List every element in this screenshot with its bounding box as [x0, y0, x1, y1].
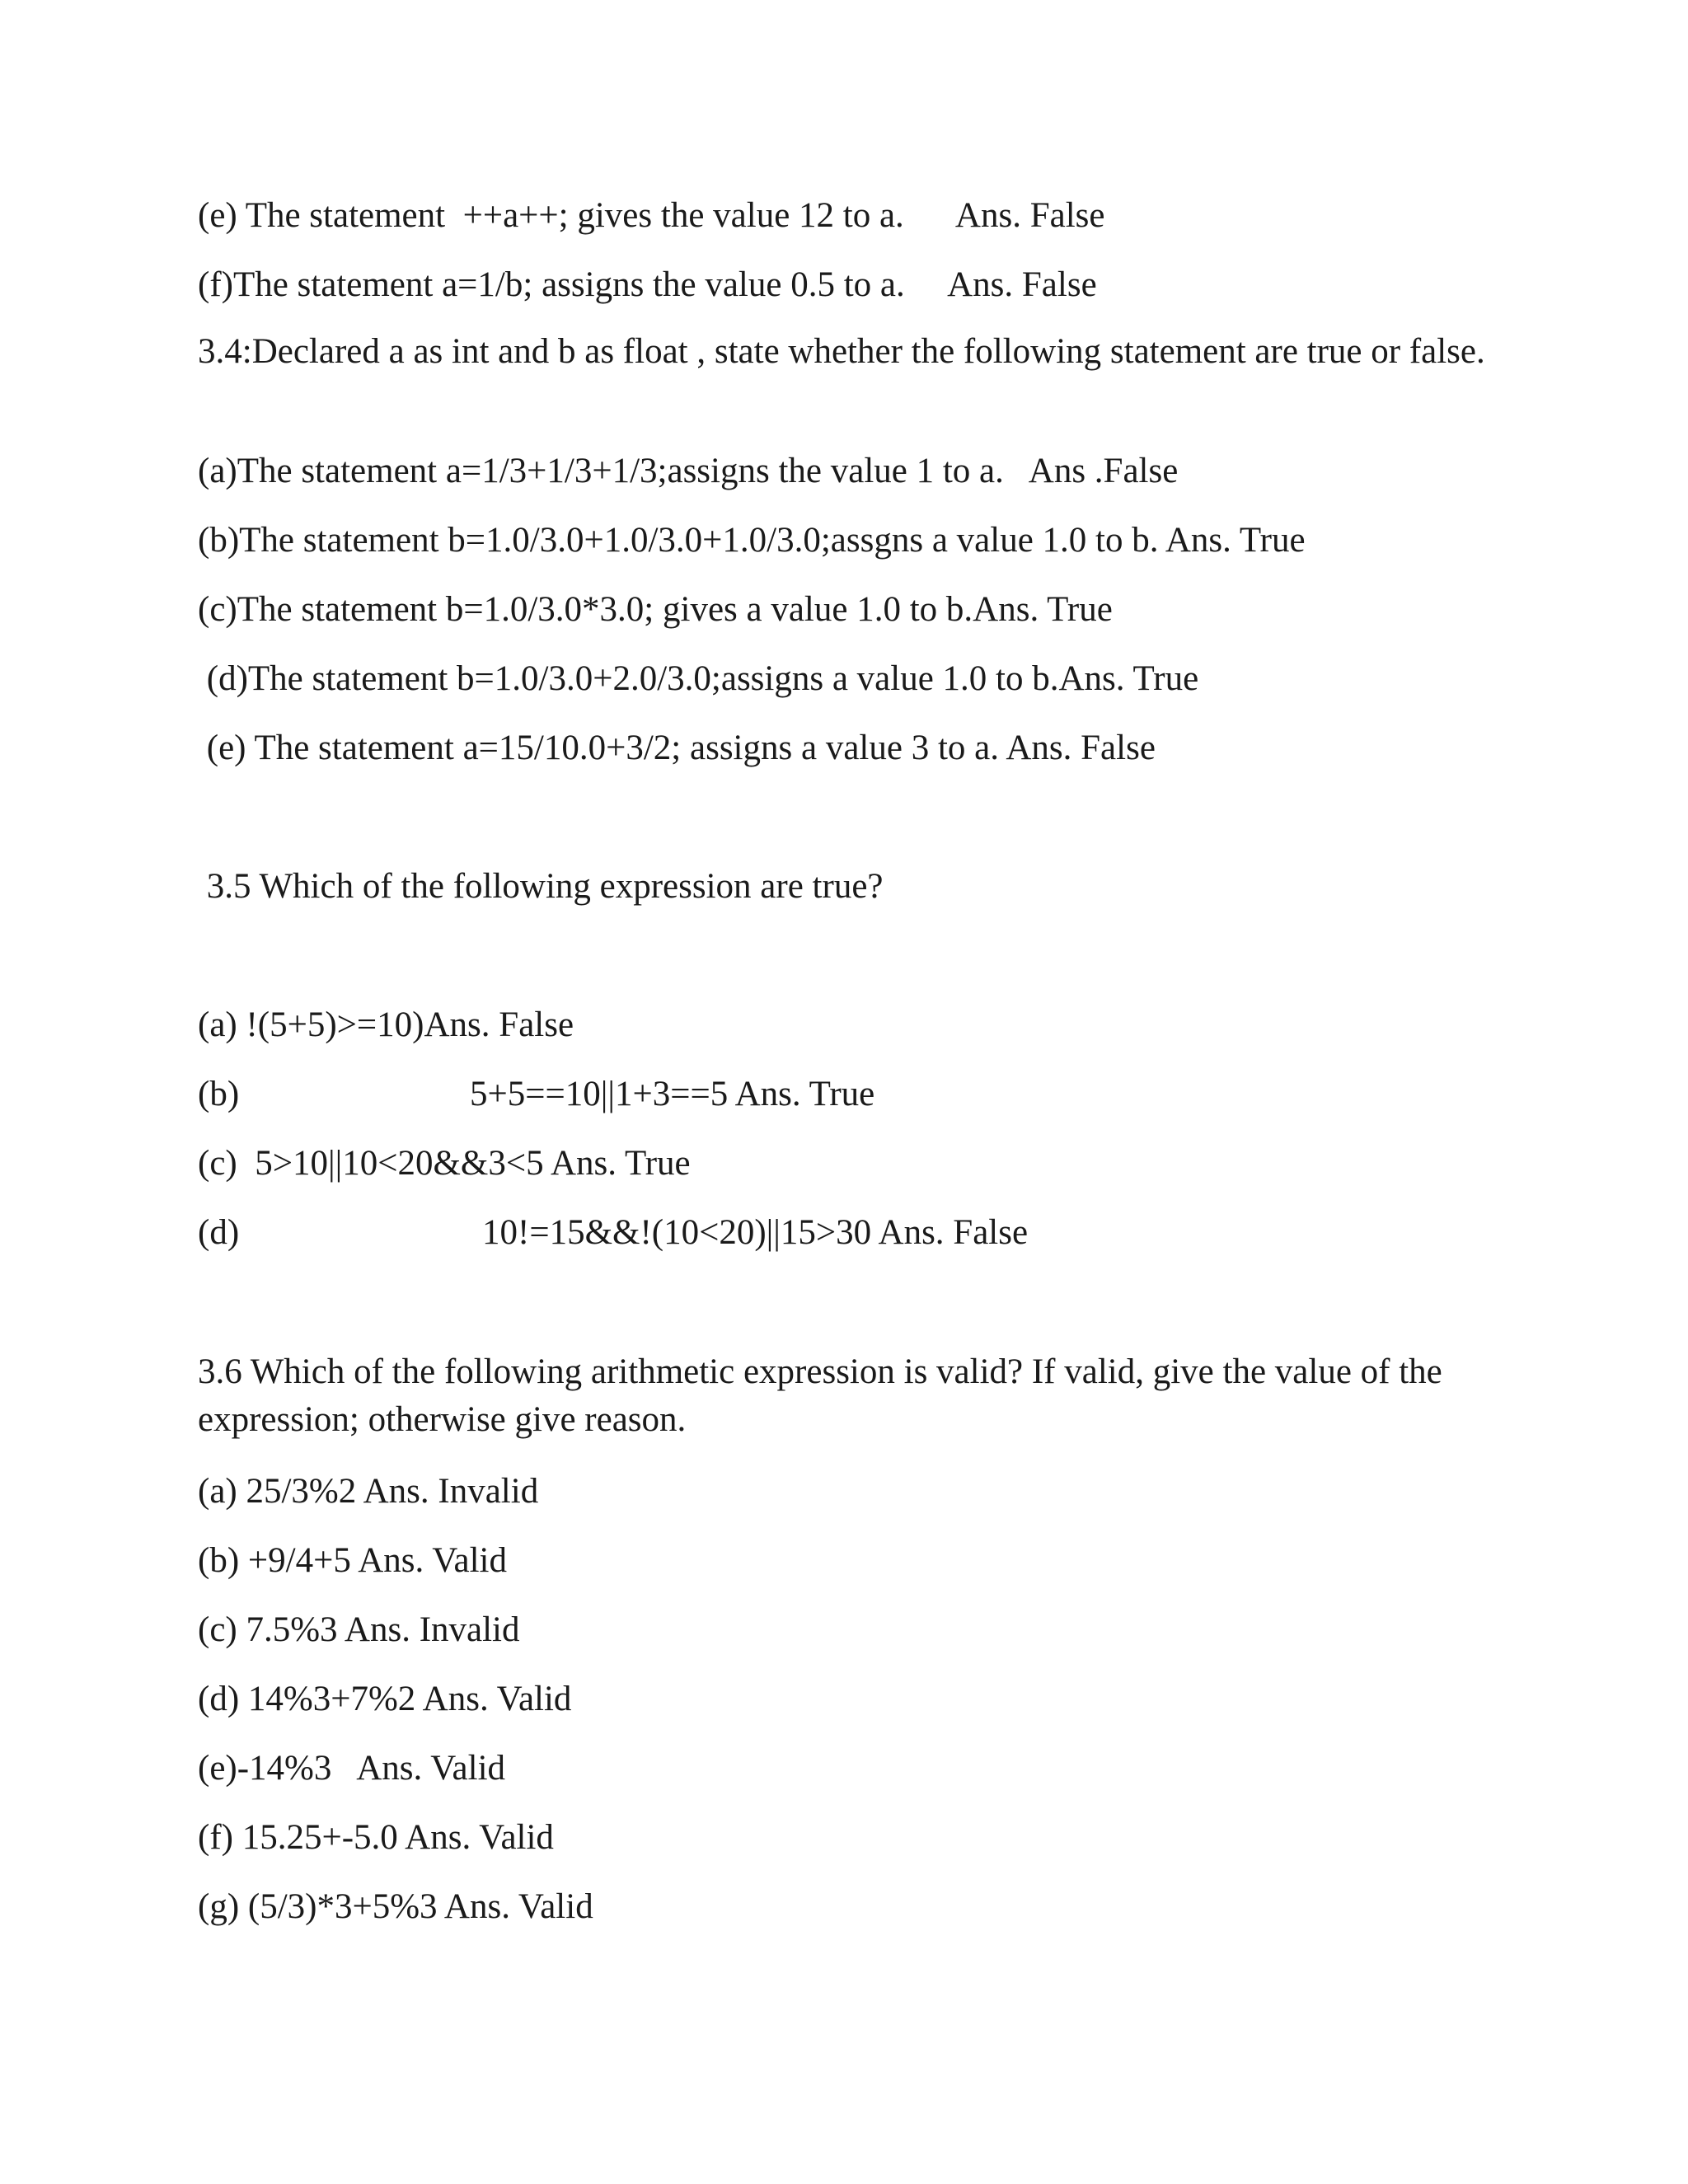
q3-3-item-e: (e) The statement ++a++; gives the value 12 to a. Ans. False: [198, 196, 1105, 235]
q3-4-heading: 3.4:Declared a as int and b as float , state whether the following statement are true or false.: [198, 332, 1485, 371]
q3-6-item-c: (c) 7.5%3 Ans. Invalid: [198, 1610, 520, 1649]
q3-6-item-e: (e)-14%3 Ans. Valid: [198, 1749, 506, 1788]
q3-4-item-b: (b)The statement b=1.0/3.0+1.0/3.0+1.0/3.0;assgns a value 1.0 to b. Ans. True: [198, 521, 1306, 560]
q3-6-item-f: (f) 15.25+-5.0 Ans. Valid: [198, 1818, 554, 1857]
q3-5-item-b-expr: 5+5==10||1+3==5 Ans. True: [470, 1075, 875, 1113]
q3-6-item-a: (a) 25/3%2 Ans. Invalid: [198, 1472, 539, 1511]
q3-4-item-c: (c)The statement b=1.0/3.0*3.0; gives a value 1.0 to b.Ans. True: [198, 590, 1113, 629]
q3-6-heading: 3.6 Which of the following arithmetic expression is valid? If valid, give the value of the expression; otherwise give reason.: [198, 1352, 1442, 1439]
q3-5-item-c: (c) 5>10||10<20&&3<5 Ans. True: [198, 1144, 691, 1183]
q3-6-item-g: (g) (5/3)*3+5%3 Ans. Valid: [198, 1887, 593, 1926]
q3-5-item-d-label: (d): [198, 1213, 240, 1252]
q3-5-item-b-label: (b): [198, 1075, 240, 1113]
q3-4-item-d: (d)The statement b=1.0/3.0+2.0/3.0;assigns a value 1.0 to b.Ans. True: [198, 659, 1199, 698]
q3-6-item-b: (b) +9/4+5 Ans. Valid: [198, 1541, 507, 1580]
q3-5-heading: 3.5 Which of the following expression are true?: [198, 867, 884, 906]
q3-6-item-d: (d) 14%3+7%2 Ans. Valid: [198, 1680, 572, 1718]
q3-4-item-a: (a)The statement a=1/3+1/3+1/3;assigns the value 1 to a. Ans .False: [198, 452, 1179, 490]
q3-5-item-a: (a) !(5+5)>=10)Ans. False: [198, 1005, 574, 1044]
q3-3-item-f: (f)The statement a=1/b; assigns the value 0.5 to a. Ans. False: [198, 265, 1097, 304]
q3-5-item-d-expr: 10!=15&&!(10<20)||15>30 Ans. False: [482, 1213, 1029, 1252]
q3-4-item-e: (e) The statement a=15/10.0+3/2; assigns a value 3 to a. Ans. False: [198, 729, 1156, 767]
